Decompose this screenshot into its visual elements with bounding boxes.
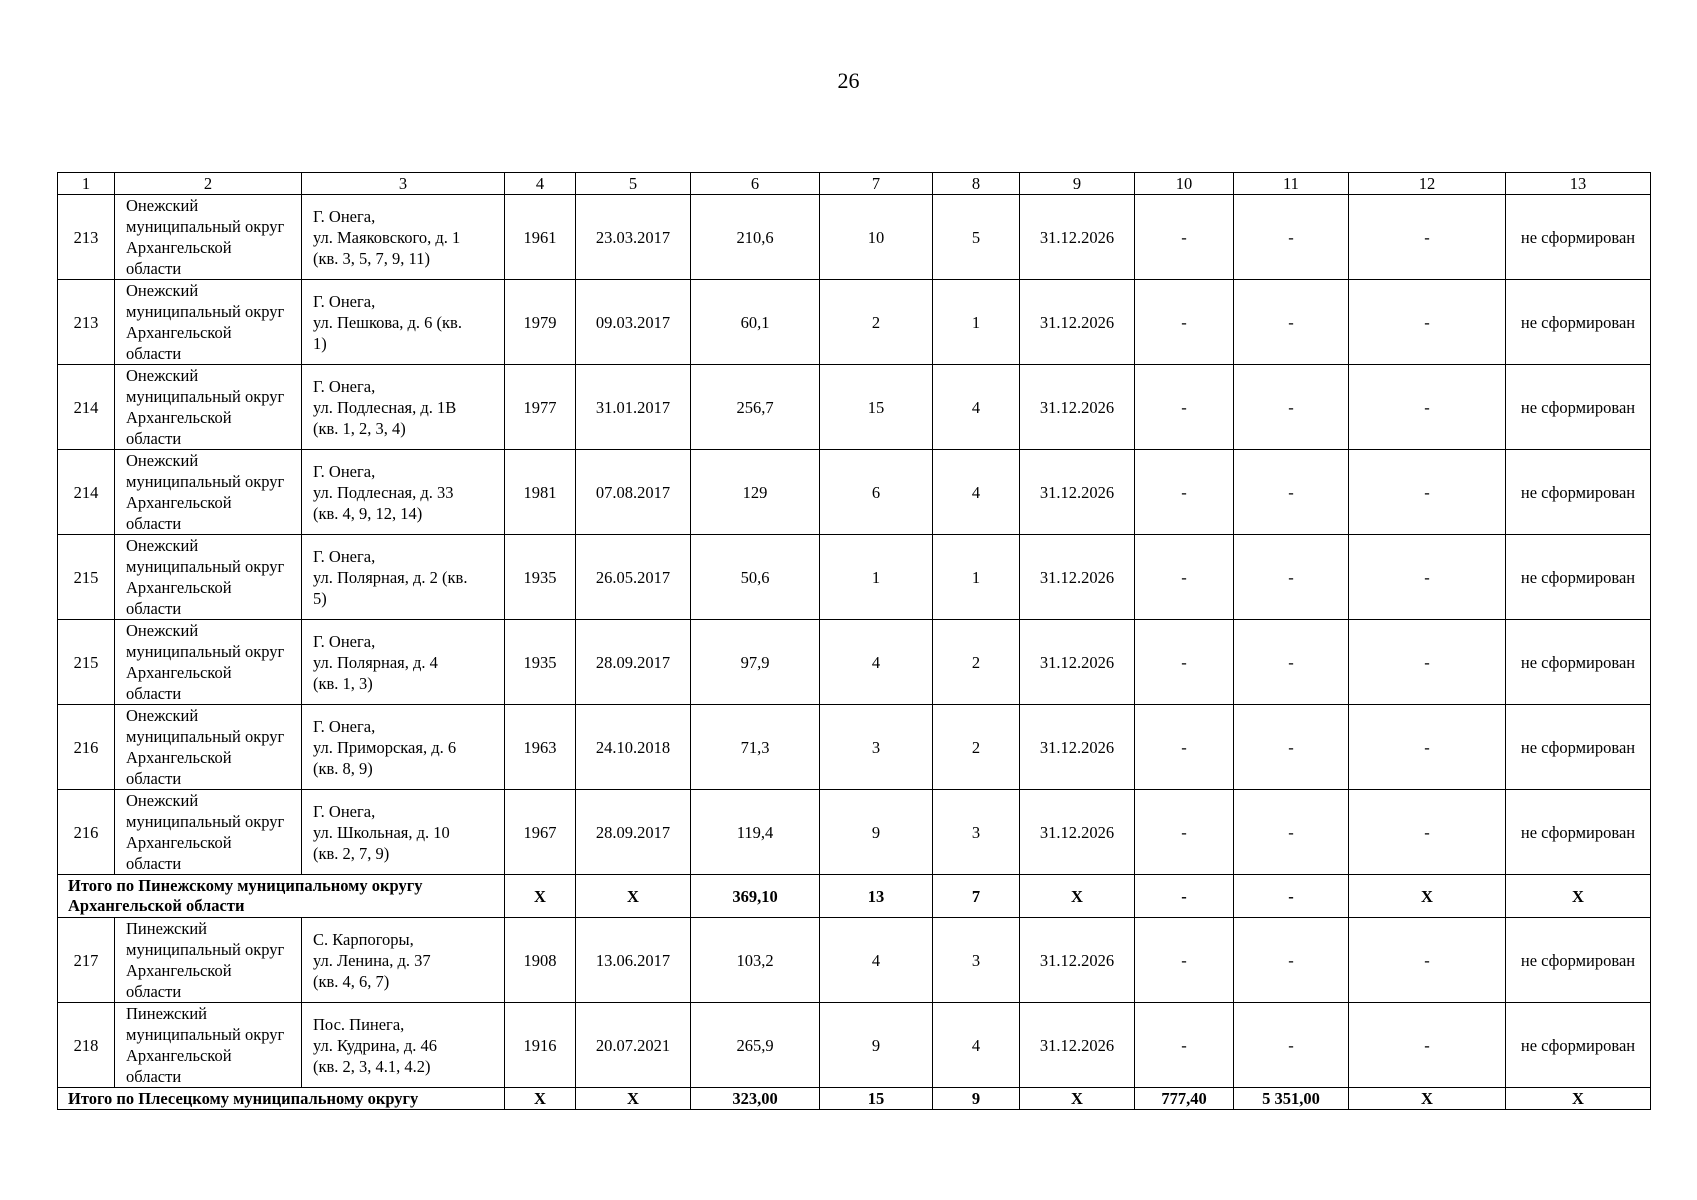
address-cell: [302, 450, 505, 535]
address-line: (кв. 2, 7, 9): [313, 843, 390, 863]
deadline-date: 31.12.2026: [1020, 195, 1135, 280]
deadline-date: 31.12.2026: [1020, 365, 1135, 450]
col10-value: -: [1135, 365, 1234, 450]
col11-value: -: [1234, 195, 1349, 280]
table-row: [58, 535, 1651, 620]
build-year: 1981: [505, 450, 576, 535]
municipality-line: Онежский: [126, 281, 199, 300]
col11-value: -: [1234, 790, 1349, 875]
row-number: 213: [58, 195, 115, 280]
recognition-date: X: [576, 1088, 691, 1110]
area-value: 265,9: [691, 1003, 820, 1088]
col11-value: -: [1234, 450, 1349, 535]
col10-value: -: [1135, 195, 1234, 280]
address-line: Г. Онега,: [313, 461, 376, 481]
address-cell: [302, 620, 505, 705]
address-line: ул. Приморская, д. 6: [313, 737, 457, 757]
address-cell: [302, 918, 505, 1003]
row-number: 215: [58, 620, 115, 705]
address-line: Г. Онега,: [313, 716, 376, 736]
row-number: 213: [58, 280, 115, 365]
page-number: 26: [837, 68, 860, 93]
residents-count: 6: [820, 450, 933, 535]
municipality-line: Архангельской: [126, 833, 232, 852]
apartments-count: 3: [933, 918, 1020, 1003]
col-header: 8: [933, 173, 1020, 195]
municipality-cell: [115, 535, 302, 620]
address-cell: [302, 280, 505, 365]
municipality-line: Онежский: [126, 536, 199, 555]
address-line: ул. Пешкова, д. 6 (кв.: [313, 312, 462, 332]
build-year: 1908: [505, 918, 576, 1003]
col-header: 1: [58, 173, 115, 195]
deadline-date: 31.12.2026: [1020, 918, 1135, 1003]
address-line: ул. Маяковского, д. 1: [313, 227, 461, 247]
municipality-line: муниципальный округ: [126, 1025, 285, 1044]
address-cell: [302, 535, 505, 620]
area-value: 71,3: [691, 705, 820, 790]
apartments-count: 7: [933, 875, 1020, 918]
address-line: Г. Онега,: [313, 546, 376, 566]
address-line: С. Карпогоры,: [313, 929, 414, 949]
municipality-cell: [115, 195, 302, 280]
residents-count: 3: [820, 705, 933, 790]
col12-value: -: [1349, 280, 1506, 365]
col12-value: -: [1349, 450, 1506, 535]
address-cell: [302, 195, 505, 280]
address-line: ул. Школьная, д. 10: [313, 822, 450, 842]
area-value: 256,7: [691, 365, 820, 450]
status-value: не сформирован: [1506, 918, 1651, 1003]
residents-count: 13: [820, 875, 933, 918]
municipality-line: Архангельской: [126, 323, 232, 342]
build-year: 1967: [505, 790, 576, 875]
area-value: 119,4: [691, 790, 820, 875]
housing-table: [57, 172, 1651, 1110]
deadline-date: X: [1020, 1088, 1135, 1110]
status-value: не сформирован: [1506, 1003, 1651, 1088]
municipality-line: Онежский: [126, 196, 199, 215]
apartments-count: 1: [933, 280, 1020, 365]
address-line: (кв. 1, 3): [313, 673, 373, 693]
address-line: Г. Онега,: [313, 206, 376, 226]
municipality-line: муниципальный округ: [126, 302, 285, 321]
address-line: ул. Подлесная, д. 33: [313, 482, 454, 502]
municipality-line: Архангельской: [126, 663, 232, 682]
status-value: не сформирован: [1506, 365, 1651, 450]
address-line: (кв. 8, 9): [313, 758, 373, 778]
row-number: 216: [58, 705, 115, 790]
address-line: Г. Онега,: [313, 291, 376, 311]
municipality-cell: [115, 1003, 302, 1088]
table-row: [58, 918, 1651, 1003]
col-header: 10: [1135, 173, 1234, 195]
municipality-line: области: [126, 344, 182, 363]
apartments-count: 2: [933, 620, 1020, 705]
residents-count: 9: [820, 790, 933, 875]
municipality-line: муниципальный округ: [126, 217, 285, 236]
col-header: 13: [1506, 173, 1651, 195]
address-cell: [302, 365, 505, 450]
municipality-line: Пинежский: [126, 1004, 208, 1023]
municipality-line: Архангельской: [126, 238, 232, 257]
residents-count: 4: [820, 620, 933, 705]
status-value: не сформирован: [1506, 450, 1651, 535]
deadline-date: 31.12.2026: [1020, 450, 1135, 535]
apartments-count: 4: [933, 1003, 1020, 1088]
col10-value: -: [1135, 535, 1234, 620]
address-cell: [302, 1003, 505, 1088]
address-line: ул. Кудрина, д. 46: [313, 1035, 438, 1055]
address-line: ул. Подлесная, д. 1В: [313, 397, 457, 417]
row-number: 218: [58, 1003, 115, 1088]
recognition-date: 20.07.2021: [576, 1003, 691, 1088]
deadline-date: 31.12.2026: [1020, 535, 1135, 620]
municipality-line: области: [126, 599, 182, 618]
col11-value: -: [1234, 1003, 1349, 1088]
municipality-cell: [115, 918, 302, 1003]
build-year: X: [505, 1088, 576, 1110]
col12-value: -: [1349, 195, 1506, 280]
address-line: (кв. 2, 3, 4.1, 4.2): [313, 1056, 431, 1076]
apartments-count: 1: [933, 535, 1020, 620]
municipality-line: области: [126, 982, 182, 1001]
build-year: 1935: [505, 620, 576, 705]
col-header: 5: [576, 173, 691, 195]
municipality-line: Архангельской: [126, 1046, 232, 1065]
row-number: 216: [58, 790, 115, 875]
col10-value: -: [1135, 1003, 1234, 1088]
col12-value: -: [1349, 705, 1506, 790]
apartments-count: 4: [933, 365, 1020, 450]
address-line: Г. Онега,: [313, 801, 376, 821]
col12-value: -: [1349, 365, 1506, 450]
municipality-line: Пинежский: [126, 919, 208, 938]
build-year: 1979: [505, 280, 576, 365]
residents-count: 15: [820, 365, 933, 450]
municipality-cell: [115, 280, 302, 365]
residents-count: 9: [820, 1003, 933, 1088]
col11-value: -: [1234, 365, 1349, 450]
municipality-line: Архангельской: [126, 493, 232, 512]
col12-value: -: [1349, 1003, 1506, 1088]
residents-count: 15: [820, 1088, 933, 1110]
build-year: 1977: [505, 365, 576, 450]
build-year: X: [505, 875, 576, 918]
row-number: 215: [58, 535, 115, 620]
apartments-count: 2: [933, 705, 1020, 790]
table-row: [58, 365, 1651, 450]
municipality-line: Архангельской: [126, 408, 232, 427]
row-number: 217: [58, 918, 115, 1003]
apartments-count: 4: [933, 450, 1020, 535]
municipality-line: муниципальный округ: [126, 387, 285, 406]
municipality-line: Онежский: [126, 791, 199, 810]
col12-value: -: [1349, 620, 1506, 705]
municipality-line: области: [126, 769, 182, 788]
recognition-date: 23.03.2017: [576, 195, 691, 280]
address-line: (кв. 4, 9, 12, 14): [313, 503, 423, 523]
address-line: ул. Ленина, д. 37: [313, 950, 431, 970]
col12-value: X: [1349, 1088, 1506, 1110]
col10-value: -: [1135, 875, 1234, 918]
municipality-cell: [115, 790, 302, 875]
recognition-date: 31.01.2017: [576, 365, 691, 450]
row-number: 214: [58, 365, 115, 450]
total-label-line: Итого по Пинежскому муниципальному округу: [68, 876, 423, 895]
recognition-date: 28.09.2017: [576, 790, 691, 875]
municipality-line: Онежский: [126, 706, 199, 725]
col-header: 3: [302, 173, 505, 195]
municipality-line: области: [126, 429, 182, 448]
col12-value: -: [1349, 918, 1506, 1003]
deadline-date: 31.12.2026: [1020, 705, 1135, 790]
build-year: 1963: [505, 705, 576, 790]
address-line: 1): [313, 333, 327, 353]
recognition-date: 09.03.2017: [576, 280, 691, 365]
table-row: [58, 195, 1651, 280]
address-cell: [302, 705, 505, 790]
municipality-line: муниципальный округ: [126, 472, 285, 491]
area-value: 50,6: [691, 535, 820, 620]
municipality-line: области: [126, 514, 182, 533]
municipality-cell: [115, 705, 302, 790]
col10-value: -: [1135, 705, 1234, 790]
col12-value: -: [1349, 790, 1506, 875]
municipality-line: муниципальный округ: [126, 812, 285, 831]
total-label: [58, 875, 505, 918]
deadline-date: 31.12.2026: [1020, 280, 1135, 365]
status-value: не сформирован: [1506, 705, 1651, 790]
col10-value: -: [1135, 280, 1234, 365]
table-row: [58, 790, 1651, 875]
residents-count: 10: [820, 195, 933, 280]
area-value: 60,1: [691, 280, 820, 365]
col12-value: -: [1349, 535, 1506, 620]
table-row: [58, 280, 1651, 365]
deadline-date: X: [1020, 875, 1135, 918]
total-label: Итого по Плесецкому муниципальному округу: [58, 1088, 505, 1110]
col12-value: X: [1349, 875, 1506, 918]
municipality-line: области: [126, 1067, 182, 1086]
table-row: [58, 705, 1651, 790]
col-header: 11: [1234, 173, 1349, 195]
address-line: Г. Онега,: [313, 376, 376, 396]
area-value: 210,6: [691, 195, 820, 280]
deadline-date: 31.12.2026: [1020, 1003, 1135, 1088]
col10-value: 777,40: [1135, 1088, 1234, 1110]
area-value: 323,00: [691, 1088, 820, 1110]
address-line: ул. Полярная, д. 2 (кв.: [313, 567, 468, 587]
total-row: [58, 1088, 1651, 1110]
municipality-line: муниципальный округ: [126, 557, 285, 576]
municipality-line: Архангельской: [126, 748, 232, 767]
municipality-line: Архангельской: [126, 961, 232, 980]
deadline-date: 31.12.2026: [1020, 620, 1135, 705]
col10-value: -: [1135, 450, 1234, 535]
recognition-date: X: [576, 875, 691, 918]
col10-value: -: [1135, 790, 1234, 875]
build-year: 1935: [505, 535, 576, 620]
address-line: Г. Онега,: [313, 631, 376, 651]
recognition-date: 24.10.2018: [576, 705, 691, 790]
status-value: не сформирован: [1506, 280, 1651, 365]
address-line: Пос. Пинега,: [313, 1014, 405, 1034]
col10-value: -: [1135, 620, 1234, 705]
municipality-line: муниципальный округ: [126, 727, 285, 746]
col-header: 7: [820, 173, 933, 195]
col-header: 6: [691, 173, 820, 195]
recognition-date: 26.05.2017: [576, 535, 691, 620]
status-value: не сформирован: [1506, 195, 1651, 280]
area-value: 129: [691, 450, 820, 535]
col10-value: -: [1135, 918, 1234, 1003]
build-year: 1961: [505, 195, 576, 280]
area-value: 103,2: [691, 918, 820, 1003]
status-value: не сформирован: [1506, 620, 1651, 705]
area-value: 369,10: [691, 875, 820, 918]
apartments-count: 9: [933, 1088, 1020, 1110]
status-value: не сформирован: [1506, 790, 1651, 875]
address-line: (кв. 4, 6, 7): [313, 971, 390, 991]
col11-value: -: [1234, 705, 1349, 790]
residents-count: 1: [820, 535, 933, 620]
recognition-date: 28.09.2017: [576, 620, 691, 705]
col11-value: -: [1234, 875, 1349, 918]
municipality-line: Архангельской: [126, 578, 232, 597]
col11-value: -: [1234, 620, 1349, 705]
area-value: 97,9: [691, 620, 820, 705]
municipality-line: муниципальный округ: [126, 642, 285, 661]
total-label-line: Архангельской области: [68, 896, 245, 915]
municipality-cell: [115, 450, 302, 535]
table-row: [58, 450, 1651, 535]
address-cell: [302, 790, 505, 875]
municipality-line: области: [126, 854, 182, 873]
recognition-date: 13.06.2017: [576, 918, 691, 1003]
address-line: 5): [313, 588, 327, 608]
municipality-cell: [115, 620, 302, 705]
status-value: X: [1506, 875, 1651, 918]
col-header: 4: [505, 173, 576, 195]
residents-count: 4: [820, 918, 933, 1003]
col11-value: -: [1234, 918, 1349, 1003]
row-number: 214: [58, 450, 115, 535]
status-value: X: [1506, 1088, 1651, 1110]
table-row: [58, 620, 1651, 705]
total-row: [58, 875, 1651, 918]
table-row: [58, 1003, 1651, 1088]
col-header: 12: [1349, 173, 1506, 195]
municipality-line: Онежский: [126, 366, 199, 385]
col-header: 2: [115, 173, 302, 195]
address-line: (кв. 1, 2, 3, 4): [313, 418, 406, 438]
deadline-date: 31.12.2026: [1020, 790, 1135, 875]
apartments-count: 5: [933, 195, 1020, 280]
residents-count: 2: [820, 280, 933, 365]
municipality-line: Онежский: [126, 621, 199, 640]
address-line: ул. Полярная, д. 4: [313, 652, 438, 672]
col11-value: 5 351,00: [1234, 1088, 1349, 1110]
col11-value: -: [1234, 535, 1349, 620]
municipality-line: муниципальный округ: [126, 940, 285, 959]
recognition-date: 07.08.2017: [576, 450, 691, 535]
build-year: 1916: [505, 1003, 576, 1088]
municipality-line: области: [126, 684, 182, 703]
municipality-line: Онежский: [126, 451, 199, 470]
municipality-cell: [115, 365, 302, 450]
col-header: 9: [1020, 173, 1135, 195]
status-value: не сформирован: [1506, 535, 1651, 620]
apartments-count: 3: [933, 790, 1020, 875]
column-number-row: [58, 173, 1651, 195]
address-line: (кв. 3, 5, 7, 9, 11): [313, 248, 430, 268]
municipality-line: области: [126, 259, 182, 278]
col11-value: -: [1234, 280, 1349, 365]
